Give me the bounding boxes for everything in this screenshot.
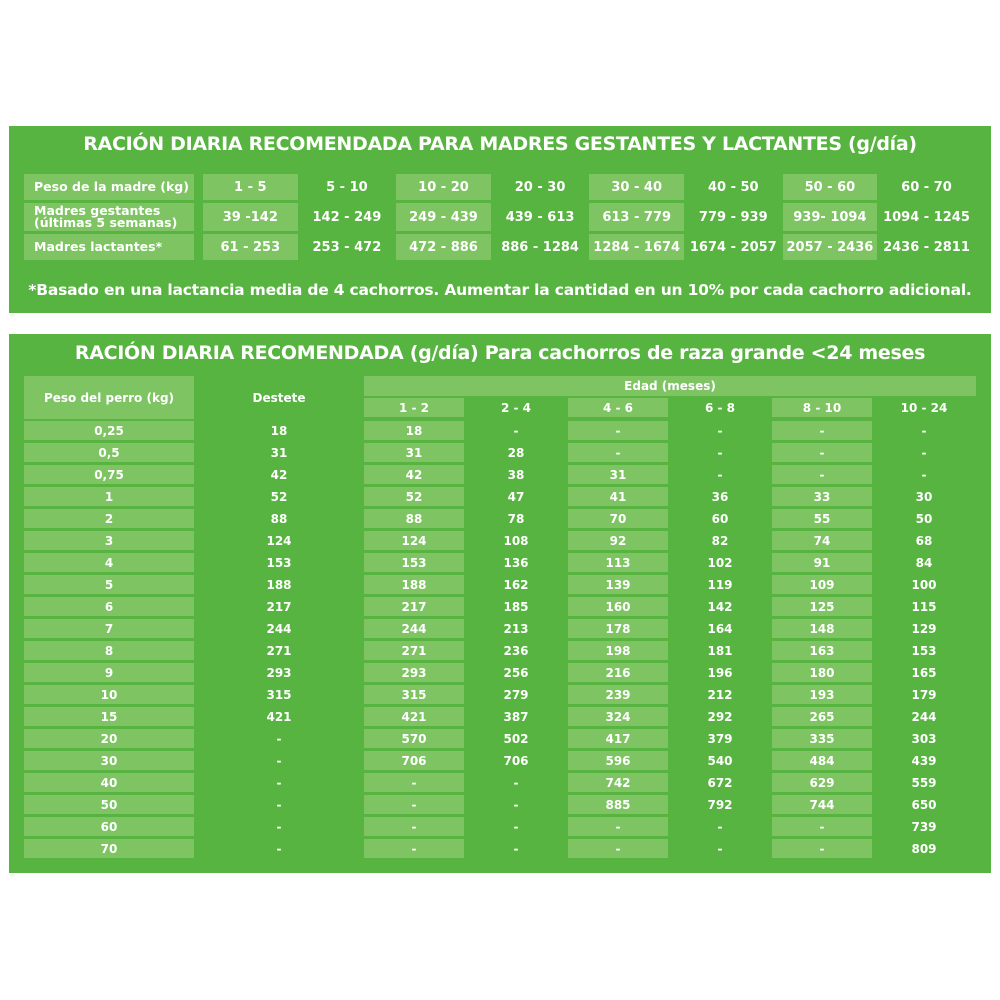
weaning-cell: 153	[266, 555, 292, 570]
maternal-ration-value: 472 - 886	[396, 234, 491, 260]
ration-value-cell: 196	[707, 665, 733, 680]
maternal-ration-value: 2057 - 2436	[783, 234, 878, 260]
maternal-ration-value: 142 - 249	[312, 209, 382, 225]
ration-value-cell: 244	[911, 709, 937, 724]
ration-value-cell: -	[717, 819, 723, 834]
ration-value-cell: 108	[503, 533, 529, 548]
maternal-ration-value: 1094 - 1245	[883, 209, 970, 225]
age-column-header: 4 - 6	[568, 398, 668, 417]
maternal-ration-value: 439 - 613	[505, 209, 575, 225]
maternal-ration-title: RACIÓN DIARIA RECOMENDADA PARA MADRES GESTANTES Y LACTANTES (g/día)	[83, 133, 917, 155]
ration-value-cell: -	[772, 817, 872, 836]
ration-value-cell: 70	[568, 509, 668, 528]
dog-weight-cell: 15	[24, 707, 194, 726]
ration-value-cell: 706	[503, 753, 529, 768]
weaning-cell: 217	[266, 599, 292, 614]
maternal-ration-value: 886 - 1284	[501, 239, 579, 255]
maternal-ration-value: 1284 - 1674	[589, 234, 684, 260]
ration-value-cell: 119	[707, 577, 733, 592]
ration-value-cell: 629	[772, 773, 872, 792]
ration-value-cell: 139	[568, 575, 668, 594]
dog-weight-cell: 7	[24, 619, 194, 638]
ration-value-cell: 92	[568, 531, 668, 550]
weaning-cell: -	[276, 841, 282, 856]
ration-value-cell: 31	[364, 443, 464, 462]
ration-value-cell: 74	[772, 531, 872, 550]
ration-value-cell: 68	[915, 533, 933, 548]
ration-value-cell: 809	[911, 841, 937, 856]
maternal-ration-value: 61 - 253	[203, 234, 298, 260]
age-column-header: 10 - 24	[900, 400, 948, 415]
ration-value-cell: 672	[707, 775, 733, 790]
ration-value-cell: 129	[911, 621, 937, 636]
ration-value-cell: 293	[364, 663, 464, 682]
ration-value-cell: 162	[503, 577, 529, 592]
weaning-cell: 42	[270, 467, 288, 482]
dog-weight-cell: 0,75	[24, 465, 194, 484]
ration-value-cell: -	[921, 445, 927, 460]
ration-value-cell: -	[513, 775, 519, 790]
age-column-header: 8 - 10	[772, 398, 872, 417]
weaning-cell: -	[276, 753, 282, 768]
ration-value-cell: -	[568, 443, 668, 462]
ration-value-cell: 84	[915, 555, 933, 570]
ration-value-cell: 136	[503, 555, 529, 570]
ration-value-cell: 387	[503, 709, 529, 724]
dog-weight-cell: 5	[24, 575, 194, 594]
ration-value-cell: 315	[364, 685, 464, 704]
ration-value-cell: 706	[364, 751, 464, 770]
weaning-cell: 421	[266, 709, 292, 724]
maternal-weight-range: 1 - 5	[203, 174, 298, 200]
maternal-weight-range: 30 - 40	[589, 174, 684, 200]
ration-value-cell: 41	[568, 487, 668, 506]
weaning-cell: -	[276, 775, 282, 790]
dog-weight-cell: 9	[24, 663, 194, 682]
ration-value-cell: 148	[772, 619, 872, 638]
maternal-ration-value: 779 - 939	[698, 209, 768, 225]
dog-weight-cell: 8	[24, 641, 194, 660]
age-column-header: 6 - 8	[704, 400, 736, 415]
age-column-header: 1 - 2	[364, 398, 464, 417]
ration-value-cell: 163	[772, 641, 872, 660]
ration-value-cell: 36	[711, 489, 729, 504]
ration-value-cell: 271	[364, 641, 464, 660]
ration-value-cell: 239	[568, 685, 668, 704]
dog-weight-cell: 1	[24, 487, 194, 506]
ration-value-cell: 292	[707, 709, 733, 724]
dog-weight-cell: 3	[24, 531, 194, 550]
ration-value-cell: 596	[568, 751, 668, 770]
weaning-cell: 52	[270, 489, 288, 504]
ration-value-cell: -	[921, 423, 927, 438]
ration-value-cell: 193	[772, 685, 872, 704]
ration-value-cell: 279	[503, 687, 529, 702]
ration-value-cell: 181	[707, 643, 733, 658]
ration-value-cell: -	[717, 423, 723, 438]
ration-value-cell: 213	[503, 621, 529, 636]
ration-value-cell: 60	[711, 511, 729, 526]
ration-value-cell: 125	[772, 597, 872, 616]
weaning-cell: 31	[270, 445, 288, 460]
ration-value-cell: 179	[911, 687, 937, 702]
ration-value-cell: 744	[772, 795, 872, 814]
ration-value-cell: 42	[364, 465, 464, 484]
weaning-cell: 244	[266, 621, 292, 636]
maternal-ration-panel	[9, 126, 991, 313]
ration-value-cell: 30	[915, 489, 933, 504]
maternal-row-label: Peso de la madre (kg)	[24, 174, 194, 200]
ration-value-cell: -	[772, 839, 872, 858]
maternal-weight-range: 5 - 10	[326, 179, 368, 195]
ration-value-cell: 124	[364, 531, 464, 550]
ration-value-cell: -	[568, 817, 668, 836]
ration-value-cell: 102	[707, 555, 733, 570]
ration-value-cell: 742	[568, 773, 668, 792]
dog-weight-cell: 60	[24, 817, 194, 836]
maternal-row-label: Madres lactantes*	[24, 234, 194, 260]
ration-value-cell: 180	[772, 663, 872, 682]
ration-value-cell: 153	[911, 643, 937, 658]
ration-value-cell: -	[364, 817, 464, 836]
weaning-cell: 18	[270, 423, 288, 438]
ration-value-cell: 212	[707, 687, 733, 702]
maternal-ration-value: 39 -142	[203, 203, 298, 231]
ration-value-cell: 188	[364, 575, 464, 594]
dog-weight-cell: 20	[24, 729, 194, 748]
ration-value-cell: 88	[364, 509, 464, 528]
ration-value-cell: 142	[707, 599, 733, 614]
weaning-cell: 124	[266, 533, 292, 548]
ration-value-cell: 28	[507, 445, 525, 460]
ration-value-cell: -	[513, 423, 519, 438]
ration-value-cell: -	[364, 795, 464, 814]
header-weight: Peso del perro (kg)	[24, 376, 194, 419]
ration-value-cell: 160	[568, 597, 668, 616]
ration-value-cell: 303	[911, 731, 937, 746]
ration-value-cell: 178	[568, 619, 668, 638]
dog-weight-cell: 4	[24, 553, 194, 572]
ration-value-cell: 421	[364, 707, 464, 726]
ration-value-cell: 792	[707, 797, 733, 812]
weaning-cell: 293	[266, 665, 292, 680]
maternal-ration-value: 1674 - 2057	[689, 239, 777, 255]
ration-value-cell: 324	[568, 707, 668, 726]
ration-value-cell: 502	[503, 731, 529, 746]
maternal-row-label: Madres gestantes (últimas 5 semanas)	[24, 203, 194, 231]
ration-value-cell: -	[717, 467, 723, 482]
ration-value-cell: -	[364, 773, 464, 792]
ration-value-cell: 265	[772, 707, 872, 726]
dog-weight-cell: 70	[24, 839, 194, 858]
weaning-cell: -	[276, 819, 282, 834]
maternal-ration-value: 2436 - 2811	[883, 239, 970, 255]
ration-value-cell: 650	[911, 797, 937, 812]
puppy-ration-title: RACIÓN DIARIA RECOMENDADA (g/día) Para cachorros de raza grande <24 meses	[74, 342, 926, 364]
maternal-ration-value: 939- 1094	[783, 203, 878, 231]
ration-value-cell: 47	[507, 489, 525, 504]
dog-weight-cell: 6	[24, 597, 194, 616]
ration-value-cell: 379	[707, 731, 733, 746]
dog-weight-cell: 50	[24, 795, 194, 814]
ration-value-cell: 55	[772, 509, 872, 528]
ration-value-cell: 18	[364, 421, 464, 440]
ration-value-cell: 236	[503, 643, 529, 658]
weaning-cell: 271	[266, 643, 292, 658]
ration-value-cell: 198	[568, 641, 668, 660]
ration-value-cell: 91	[772, 553, 872, 572]
maternal-ration-value: 613 - 779	[589, 203, 684, 231]
puppy-ration-panel	[9, 334, 991, 873]
ration-value-cell: 417	[568, 729, 668, 748]
ration-value-cell: 31	[568, 465, 668, 484]
ration-value-cell: -	[513, 841, 519, 856]
maternal-weight-range: 20 - 30	[514, 179, 566, 195]
ration-value-cell: 165	[911, 665, 937, 680]
ration-value-cell: -	[772, 421, 872, 440]
ration-value-cell: 540	[707, 753, 733, 768]
ration-value-cell: -	[772, 443, 872, 462]
ration-value-cell: 216	[568, 663, 668, 682]
ration-value-cell: 82	[711, 533, 729, 548]
maternal-weight-range: 50 - 60	[783, 174, 878, 200]
weaning-cell: -	[276, 731, 282, 746]
dog-weight-cell: 0,25	[24, 421, 194, 440]
weaning-cell: 188	[266, 577, 292, 592]
maternal-ration-value: 253 - 472	[312, 239, 382, 255]
ration-value-cell: 185	[503, 599, 529, 614]
dog-weight-cell: 10	[24, 685, 194, 704]
ration-value-cell: 570	[364, 729, 464, 748]
header-weaning: Destete	[252, 390, 306, 405]
ration-value-cell: -	[921, 467, 927, 482]
maternal-weight-range: 10 - 20	[396, 174, 491, 200]
ration-value-cell: -	[717, 841, 723, 856]
ration-value-cell: 78	[507, 511, 525, 526]
maternal-weight-range: 60 - 70	[901, 179, 952, 195]
ration-value-cell: 256	[503, 665, 529, 680]
weaning-cell: -	[276, 797, 282, 812]
dog-weight-cell: 0,5	[24, 443, 194, 462]
ration-value-cell: 164	[707, 621, 733, 636]
maternal-weight-range: 40 - 50	[707, 179, 759, 195]
ration-value-cell: -	[513, 797, 519, 812]
ration-value-cell: 50	[915, 511, 933, 526]
ration-value-cell: 109	[772, 575, 872, 594]
dog-weight-cell: 2	[24, 509, 194, 528]
ration-value-cell: -	[513, 819, 519, 834]
lactation-footnote: *Basado en una lactancia media de 4 cachorros. Aumentar la cantidad en un 10% por cada cachorro adicional.	[28, 281, 972, 299]
ration-value-cell: 33	[772, 487, 872, 506]
ration-value-cell: 113	[568, 553, 668, 572]
ration-value-cell: -	[772, 465, 872, 484]
ration-value-cell: 38	[507, 467, 525, 482]
maternal-ration-value: 249 - 439	[396, 203, 491, 231]
header-age: Edad (meses)	[364, 376, 976, 396]
age-column-header: 2 - 4	[500, 400, 532, 415]
ration-value-cell: 244	[364, 619, 464, 638]
dog-weight-cell: 30	[24, 751, 194, 770]
ration-value-cell: 484	[772, 751, 872, 770]
ration-value-cell: 153	[364, 553, 464, 572]
ration-value-cell: 52	[364, 487, 464, 506]
dog-weight-cell: 40	[24, 773, 194, 792]
ration-value-cell: 559	[911, 775, 937, 790]
ration-value-cell: 100	[911, 577, 937, 592]
ration-value-cell: -	[717, 445, 723, 460]
weaning-cell: 315	[266, 687, 292, 702]
ration-value-cell: -	[568, 839, 668, 858]
weaning-cell: 88	[270, 511, 288, 526]
ration-value-cell: -	[364, 839, 464, 858]
ration-value-cell: 115	[911, 599, 937, 614]
ration-value-cell: 439	[911, 753, 937, 768]
ration-value-cell: 739	[911, 819, 937, 834]
ration-value-cell: 335	[772, 729, 872, 748]
ration-value-cell: 885	[568, 795, 668, 814]
ration-value-cell: -	[568, 421, 668, 440]
ration-value-cell: 217	[364, 597, 464, 616]
